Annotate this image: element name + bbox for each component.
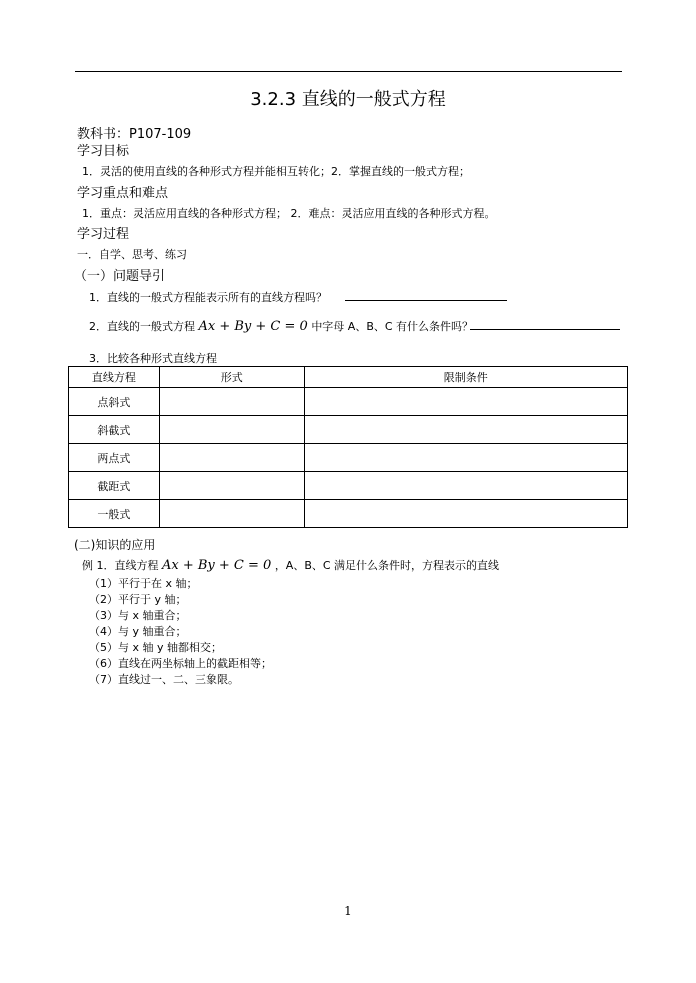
table-header-cell: 限制条件 xyxy=(304,367,627,388)
table-cell-condition[interactable] xyxy=(304,472,627,500)
table-cell-form[interactable] xyxy=(159,500,304,528)
table-row xyxy=(69,500,628,528)
example-equation: Ax + By + C = 0 xyxy=(162,558,272,573)
table-row-label: 一般式 xyxy=(69,500,160,528)
example-1-suffix: ，A、B、C 满足什么条件时，方程表示的直线 xyxy=(274,559,500,572)
table-row-label: 两点式 xyxy=(69,444,160,472)
table-cell-condition[interactable] xyxy=(304,444,627,472)
page-title: 3.2.3 直线的一般式方程 xyxy=(250,89,446,110)
table-cell-form[interactable] xyxy=(159,388,304,416)
sub1-heading: （一）问题导引 xyxy=(74,269,166,284)
part1-heading: 一．自学、思考、练习 xyxy=(77,248,187,261)
table-cell-form[interactable] xyxy=(159,416,304,444)
table-row xyxy=(69,444,628,472)
general-equation: Ax + By + C = 0 xyxy=(198,319,308,334)
list-item: （3）与 x 轴重合； xyxy=(89,609,187,622)
application-heading: (二)知识的应用 xyxy=(74,538,156,552)
goals-text: 1．灵活的使用直线的各种形式方程并能相互转化；2．掌握直线的一般式方程； xyxy=(82,165,470,178)
table-row xyxy=(69,472,628,500)
answer-blank-1[interactable] xyxy=(345,300,507,301)
keypoints-text: 1．重点：灵活应用直线的各种形式方程； 2．难点：灵活应用直线的各种形式方程。 xyxy=(82,207,496,220)
list-item: （5）与 x 轴 y 轴都相交； xyxy=(89,641,223,654)
comparison-table xyxy=(68,366,628,528)
question-2 xyxy=(89,318,473,334)
process-heading: 学习过程 xyxy=(77,227,130,242)
question-2-prefix: 2．直线的一般式方程 xyxy=(89,320,195,333)
question-3: 3．比较各种形式直线方程 xyxy=(89,352,217,365)
list-item: （6）直线在两坐标轴上的截距相等； xyxy=(89,657,272,670)
header-rule xyxy=(75,71,622,72)
table-row-label: 截距式 xyxy=(69,472,160,500)
table-row xyxy=(69,388,628,416)
table-row-label: 斜截式 xyxy=(69,416,160,444)
textbook-reference: 教科书：P107-109 xyxy=(77,127,192,142)
table-cell-condition[interactable] xyxy=(304,388,627,416)
list-item: （1）平行于在 x 轴； xyxy=(89,577,198,590)
keypoints-heading: 学习重点和难点 xyxy=(77,186,169,201)
list-item: （2）平行于 y 轴； xyxy=(89,593,187,606)
list-item: （4）与 y 轴重合； xyxy=(89,625,187,638)
table-cell-form[interactable] xyxy=(159,472,304,500)
answer-blank-2[interactable] xyxy=(470,329,620,330)
table-header-cell: 形式 xyxy=(159,367,304,388)
example-1 xyxy=(82,557,499,573)
table-row xyxy=(69,416,628,444)
table-header-row xyxy=(69,367,628,388)
question-1: 1．直线的一般式方程能表示所有的直线方程吗？ xyxy=(89,291,327,304)
goals-heading: 学习目标 xyxy=(77,144,130,159)
example-1-prefix: 例 1．直线方程 xyxy=(82,559,159,572)
table-header-cell: 直线方程 xyxy=(69,367,160,388)
question-2-suffix: 中字母 A、B、C 有什么条件吗？ xyxy=(311,320,474,333)
table-cell-condition[interactable] xyxy=(304,416,627,444)
table-row-label: 点斜式 xyxy=(69,388,160,416)
list-item: （7）直线过一、二、三象限。 xyxy=(89,673,239,686)
page-number: 1 xyxy=(344,904,352,918)
table-cell-condition[interactable] xyxy=(304,500,627,528)
table-cell-form[interactable] xyxy=(159,444,304,472)
